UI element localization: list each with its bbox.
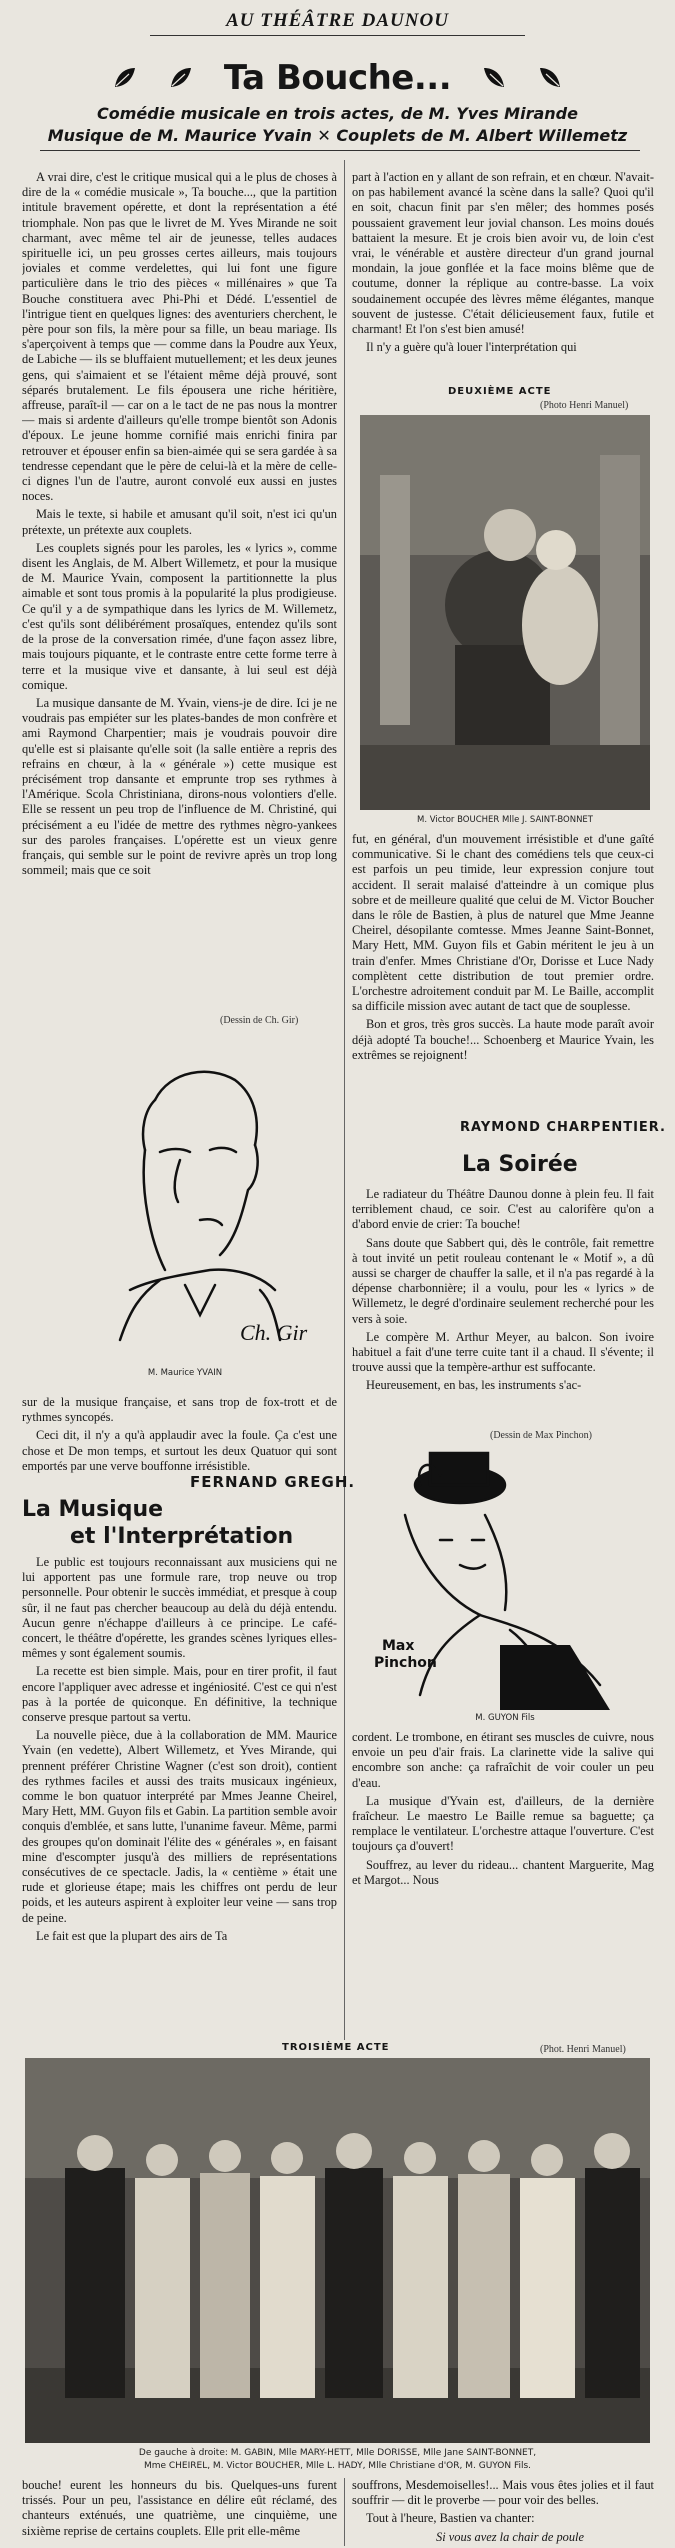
paragraph: Tout à l'heure, Bastien va chanter:: [366, 2511, 535, 2526]
photo-label: DEUXIÈME ACTE: [448, 386, 552, 397]
headline-row: [0, 58, 675, 98]
author-signature: RAYMOND CHARPENTIER.: [460, 1120, 666, 1135]
paragraph: cordent. Le trombone, en étirant ses muscles de cuivre, nous envoie un peu d'air frais. La clarinette vide la salive qui encombre son anche: ça rafraîchit de voir couler un peu d'eau.: [352, 1730, 654, 1790]
paragraph: part à l'action en y allant de son refrain, et en chœur. N'avait-on pas habilement avancé la scène dans la salle? Quoi qu'il en soit, chacun finit par s'en mêler; des hommes posés poussaient gravement leur jovial chanson. Les moins doués battaient la mesure. Et je crois bien avoir vu, de loin c'est vrai, le vénérable et austère directeur d'un grand journal mondain, la joue gonflée et la face moins blême que de coutume, donner la réplique au contre-basse. La voix soudainement occupée des lèvres même élégantes, manque souvent de justesse. C'était délicieusement faux, futile et charmant! Et l'on s'est bien amusé!: [352, 170, 654, 337]
sketch-signature: Max: [382, 1638, 415, 1654]
paragraph: fut, en général, d'un mouvement irrésistible et d'une gaîté communicative. Si le chant des comédiens tels que ceux-ci est parfois un peu timide, leur expression conjure tout accident. Il serait malaisé d'atteindre à un comique plus sobre et de meilleure qualité que celui de M. Victor Boucher dans le rôle de Bastien, à plus de naturel que Mme Jeanne Cheirel, désopilante comtesse. Mmes Jeanne Saint-Bonnet, Mary Hett, MM. Guyon fils et Gabin méritent le jeu à un train d'enfer. Mmes Christiane d'Or, Dorisse et Luce Nady complètent cette distribution de tout premier ordre. L'orchestre adroitement conduit par M. Le Baille, accomplit sa difficile mission avec autant de tact que de souplesse.: [352, 832, 654, 1014]
paragraph: La nouvelle pièce, due à la collaboration de MM. Maurice Yvain (en vedette), Albert Willemetz, et Yves Mirande, qui prennent préférer Christine Wagner (c'est son droit), contient des rythmes faciles et aussi des traits musicaux ingénieux, comme le bon quatuor interprété par Mmes Jeanne Cheirel, Mary Hett, MM. Guyon fils et Gabin. La partition semble avoir conquis d'emblée, et sans lutte, l'unanime faveur. Même, parmi des groupes qu'on dominait l'élite des « générales », en faisant mine d'escompter jusqu'à des milliers de représentations consécutives de ce spectacle. Jadis, la « centième » était une rude et glorieuse étape; mais les chiffres ont perdu de leur poids, et les auteurs aspirent à exploiter leur veine — sans trop de peine.: [22, 1728, 337, 1925]
paragraph: Bon et gros, très gros succès. La haute mode paraît avoir déjà adopté Ta bouche!... Schoenberg et Maurice Yvain, les extrêmes se rejoignent!: [352, 1017, 654, 1062]
photo-label: TROISIÈME ACTE: [282, 2042, 390, 2053]
paragraph: Si vous avez la chair de poule: [436, 2529, 584, 2544]
column-divider: [344, 2478, 345, 2546]
paragraph: La musique dansante de M. Yvain, viens-je de dire. Ici je ne voudrais pas empiéter sur les plates-bandes de mon confrère et ami Raymond Charpentier; mais je voudrais pouvoir dire qu'elle est si plaisante qu'elle soit (la salle entière a repris des refrains en chœur, à la « générale ») cette musique est précisément trop dansante et emprunte trop ses rythmes à l'Amérique. Scola Christiniana, dirons-nous volontiers d'elle. Elle se ressent un peu trop de l'influence de M. Christiné, qui précisément a eu l'idée de mettre des rythmes nègro-yankees sur des paroles françaises. L'opérette est un vieux genre français, qui semble sur le point de revivre après un trop long sommeil; mais que ce soit: [22, 695, 337, 878]
paragraph: A vrai dire, c'est le critique musical qui a le plus de choses à dire de la « comédie musicale », Ta bouche..., que la partition intitule bravement opérette, et dont la représentation a été triomphale. Non pas que le livret de M. Yves Mirande ne soit charmant, avec même tel air de jeunesse, telles audaces spirituelle ici, un peu grosses certes ailleurs, mais toujours joviales et comme verdelettes, qui lui font une figure particulière dans le trio des pièces « millénaires » que Ta Bouche constituera avec Phi-Phi et Dédé. L'essentiel de l'intrigue tient en quelques lignes: des aventuriers cherchent, le père pour son fils, la mère pour sa fille, un beau mariage. Ils s'aperçoivent à temps que — comme dans la Poudre aux Yeux, de Labiche — ils se bluffaient mutuellement; et les deux jeunes gens, qui s'aimaient et se l'étaient même déjà prouvé, sont séparés brutalement. Le fils épousera une riche héritière, affreuse, paraît-il — car on a le tact de ne pas nous la montrer — mais si ardente d'ailleurs qu'elle trompe bientôt son Adonis d'époux. Le jeune homme cornifié mais enrichi finira par retrouver et épouser enfin sa bien-aimée qui se sera gardée à sa tendresse cependant que le père de celui-là et la mère de celle-ci dignes l'un de l'autre, auront convolé eux aussi en justes noces.: [22, 170, 337, 504]
paragraph: bouche! eurent les honneurs du bis. Quelques-uns furent trissés. Pour un peu, l'assistance en délire eût réclamé, des chanteurs exténués, une quatrième, une cinquième, une sixième reprise de certains couplets. Elle prit elle-même: [22, 2478, 337, 2538]
paragraph: Souffrez, au lever du rideau... chantent Marguerite, Mag et Margot... Nous: [352, 1857, 654, 1887]
portrait-caption: M. Maurice YVAIN: [147, 1368, 223, 1378]
section-title-musique: La Musique: [22, 1497, 164, 1522]
photo-caption-line-2: Mme CHEIREL, M. Victor BOUCHER, Mlle L. HADY, Mlle Christiane d'OR, M. GUYON Fils.: [143, 2461, 532, 2471]
leaf-ornament-icon: [168, 65, 194, 91]
paragraph: Le fait est que la plupart des airs de Ta: [36, 1928, 228, 1943]
paragraph: La recette est bien simple. Mais, pour en tirer profit, il faut encore l'appliquer avec adresse et ingéniosité. C'est ce qui n'est pas à la portée de quiconque. En définitive, la technique conserve presque partout sa vertu.: [22, 1664, 337, 1725]
deck-line-2: Musique de M. Maurice Yvain ✕ Couplets de M. Albert Willemetz: [47, 126, 628, 145]
rubric-underline: [150, 35, 525, 36]
author-signature: FERNAND GREGH.: [190, 1473, 356, 1491]
photo-caption: M. Victor BOUCHER Mlle J. SAINT-BONNET: [417, 815, 593, 825]
deck-line-1: Comédie musicale en trois actes, de M. Yves Mirande: [97, 104, 578, 123]
sketch-signature: Ch. Gir: [240, 1320, 308, 1345]
paragraph: Le radiateur du Théâtre Daunou donne à plein feu. Il fait terriblement chaud, ce soir. C'est au calorifère qu'on a d'abord envie de crier: Ta bouche!: [352, 1187, 654, 1232]
paragraph: Ceci dit, il n'y a qu'à applaudir avec la foule. Ça c'est une chose et De mon temps, et surtout les deux Quatuor qui sont emportés par une verve bouffonne irrésistible.: [22, 1428, 337, 1473]
sketch-credit: (Dessin de Max Pinchon): [490, 1430, 592, 1441]
sketch-caption: M. GUYON Fils: [475, 1713, 535, 1723]
paragraph: Sans doute que Sabbert qui, dès le contrôle, fait remettre à tout invité un petit rouleau contenant le « Motif », a dû aussi se charger de chauffer la salle, et il n'a pas regardé à la dépense charbonnière; il a voulu, pour les « lyrics » de Willemetz, le degré d'ordinaire seulement recherché pour les vers à soie.: [352, 1235, 654, 1326]
photo-credit: (Photo Henri Manuel): [540, 400, 629, 411]
right-column-interpretation: [352, 832, 654, 1142]
article-left-column: [22, 170, 337, 1010]
leaf-ornament-icon: [112, 65, 138, 91]
right-column-continuation: [352, 1730, 654, 1955]
column-divider: [344, 160, 345, 2040]
right-column-soiree: [352, 1187, 654, 1427]
second-act-photo: [360, 415, 650, 810]
photo-credit: (Phot. Henri Manuel): [540, 2044, 626, 2055]
article-left-continuation: [22, 1395, 337, 1485]
bottom-right-text: [352, 2478, 654, 2546]
paragraph: souffrons, Mesdemoiselles!... Mais vous êtes jolies et il faut souffrir — dit le proverbe — pour voir des belles.: [352, 2478, 654, 2508]
bottom-left-text: [22, 2478, 337, 2546]
paragraph: Heureusement, en bas, les instruments s'ac-: [366, 1378, 582, 1393]
photo-caption-line-1: De gauche à droite: M. GABIN, Mlle MARY-HETT, Mlle DORISSE, Mlle Jane SAINT-BONNET,: [138, 2448, 537, 2458]
sketch-signature: Pinchon: [374, 1655, 437, 1671]
leaf-ornament-icon: [481, 65, 507, 91]
leaf-ornament-icon: [537, 65, 563, 91]
paragraph: sur de la musique française, et sans trop de fox-trott et de rythmes syncopés.: [22, 1395, 337, 1425]
paragraph: La musique d'Yvain est, d'ailleurs, de la dernière fraîcheur. Le maestro Le Baille remue sa baguette; ça remplace le ventilateur. L'orchestre attaque l'ouverture. C'est toujours ça d'ouvert!: [352, 1793, 654, 1854]
section-title-soiree: La Soirée: [462, 1152, 578, 1177]
section-subtitle-interpretation: et l'Interprétation: [70, 1524, 294, 1549]
header-rule: [40, 150, 640, 151]
third-act-photo: [25, 2058, 650, 2443]
paragraph: Les couplets signés pour les paroles, les « lyrics », comme disent les Anglais, de M. Albert Willemetz, et pour la musique de M. Maurice Yvain, composent la partitionnette la plus aimable et sont tous promis à la popularité la plus prodigieuse. Ce qu'il y a de sympathique dans les lyrics de M. Willemetz, c'est qu'ils sont délibérément prosaïques, entendez qu'ils sont de la prose de la conversation rimée, d'une façon assez libre, mais toujours piquante, et le contraste entre cette forme terre à terre et la musique vive et dansante, à lui seul est déjà comique.: [22, 540, 337, 692]
headline-title: Ta Bouche...: [223, 58, 452, 98]
paragraph: Mais le texte, si habile et amusant qu'il soit, n'est ici qu'un prétexte, un prétexte aux couplets.: [22, 507, 337, 537]
paragraph: Il n'y a guère qu'à louer l'interprétation qui: [366, 340, 577, 355]
right-column-top: [352, 170, 654, 380]
sketch-credit: (Dessin de Ch. Gir): [220, 1015, 299, 1026]
section-rubric: AU THÉÂTRE DAUNOU: [226, 10, 449, 31]
yvain-portrait-sketch: [60, 1040, 310, 1360]
paragraph: Le compère M. Arthur Meyer, au balcon. Son ivoire habituel a fait d'une terre cuite tant il a chaud. Il s'évente; il trouve aussi que la tempère-arthur est suffocante.: [352, 1329, 654, 1375]
guyon-caricature-sketch: [360, 1445, 650, 1710]
paragraph: Le public est toujours reconnaissant aux musiciens qui ne lui apportent pas une formule rare, trop neuve ou trop personnelle. Pour obtenir le succès immédiat, et presque à coup sûr, il ne faut pas chercher beaucoup au delà du déjà entendu. Aucun genre n'échappe d'ailleurs à ce principe. Le café-concert, le théâtre d'opérette, les grandes scènes lyriques elles-mêmes y sont également soumis.: [22, 1555, 337, 1661]
musique-column: [22, 1555, 337, 2035]
